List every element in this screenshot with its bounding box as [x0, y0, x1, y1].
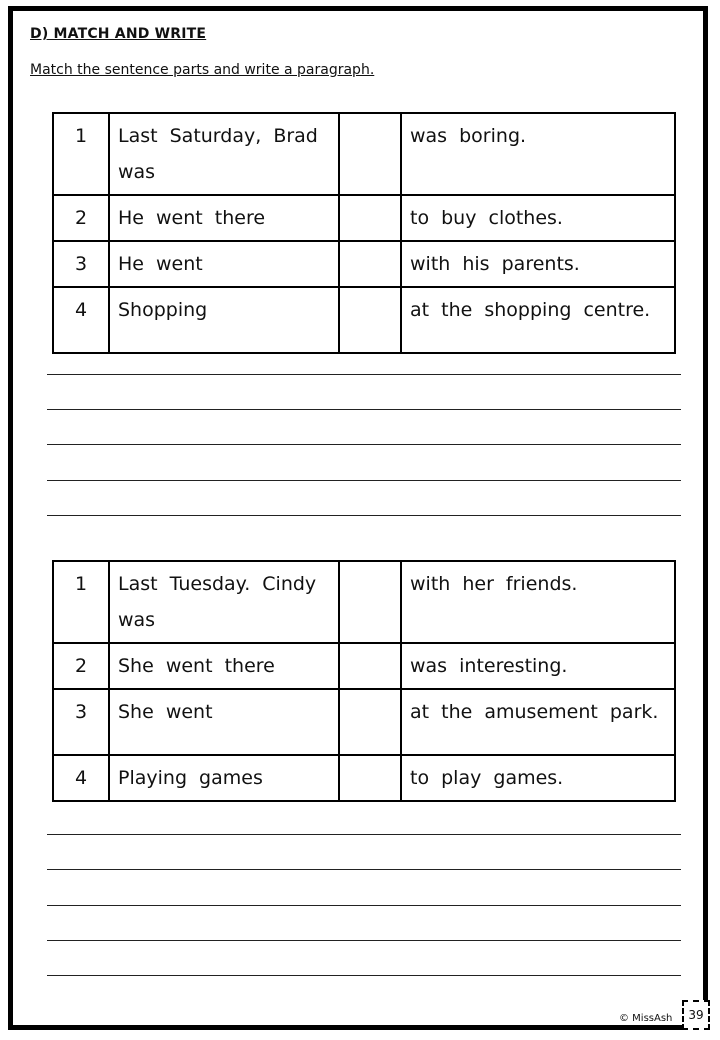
match-table-1	[52, 112, 676, 354]
page-number: 39	[682, 1000, 710, 1030]
writing-line[interactable]	[47, 975, 681, 976]
match-box[interactable]	[339, 755, 401, 801]
sentence-start: Playing games	[109, 755, 339, 801]
writing-line[interactable]	[47, 940, 681, 941]
row-number: 2	[53, 195, 109, 241]
instruction-text: Match the sentence parts and write a paragraph.	[30, 62, 375, 78]
table-row	[53, 561, 675, 643]
table-row	[53, 755, 675, 801]
writing-line[interactable]	[47, 374, 681, 375]
match-box[interactable]	[339, 689, 401, 755]
row-number: 4	[53, 287, 109, 353]
sentence-end: at the amusement park.	[401, 689, 675, 755]
section-heading: D) MATCH AND WRITE	[30, 26, 207, 42]
match-box[interactable]	[339, 195, 401, 241]
table-row	[53, 113, 675, 195]
row-number: 3	[53, 689, 109, 755]
sentence-start: He went	[109, 241, 339, 287]
table-row	[53, 287, 675, 353]
table-row	[53, 195, 675, 241]
match-box[interactable]	[339, 113, 401, 195]
row-number: 3	[53, 241, 109, 287]
sentence-end: was interesting.	[401, 643, 675, 689]
writing-line[interactable]	[47, 409, 681, 410]
match-box[interactable]	[339, 241, 401, 287]
sentence-start: Last Tuesday. Cindy was	[109, 561, 339, 643]
copyright-text: © MissAsh	[619, 1013, 673, 1024]
sentence-start: He went there	[109, 195, 339, 241]
sentence-end: to play games.	[401, 755, 675, 801]
sentence-start: Shopping	[109, 287, 339, 353]
match-box[interactable]	[339, 643, 401, 689]
sentence-end: with her friends.	[401, 561, 675, 643]
table-row	[53, 643, 675, 689]
writing-line[interactable]	[47, 869, 681, 870]
sentence-start: Last Saturday, Brad was	[109, 113, 339, 195]
writing-line[interactable]	[47, 515, 681, 516]
match-table-2	[52, 560, 676, 802]
sentence-end: at the shopping centre.	[401, 287, 675, 353]
sentence-end: was boring.	[401, 113, 675, 195]
match-box[interactable]	[339, 561, 401, 643]
writing-line[interactable]	[47, 444, 681, 445]
row-number: 2	[53, 643, 109, 689]
writing-line[interactable]	[47, 480, 681, 481]
row-number: 4	[53, 755, 109, 801]
row-number: 1	[53, 561, 109, 643]
table-row	[53, 241, 675, 287]
sentence-start: She went	[109, 689, 339, 755]
row-number: 1	[53, 113, 109, 195]
writing-line[interactable]	[47, 834, 681, 835]
sentence-end: with his parents.	[401, 241, 675, 287]
writing-line[interactable]	[47, 905, 681, 906]
match-box[interactable]	[339, 287, 401, 353]
sentence-end: to buy clothes.	[401, 195, 675, 241]
table-row	[53, 689, 675, 755]
sentence-start: She went there	[109, 643, 339, 689]
